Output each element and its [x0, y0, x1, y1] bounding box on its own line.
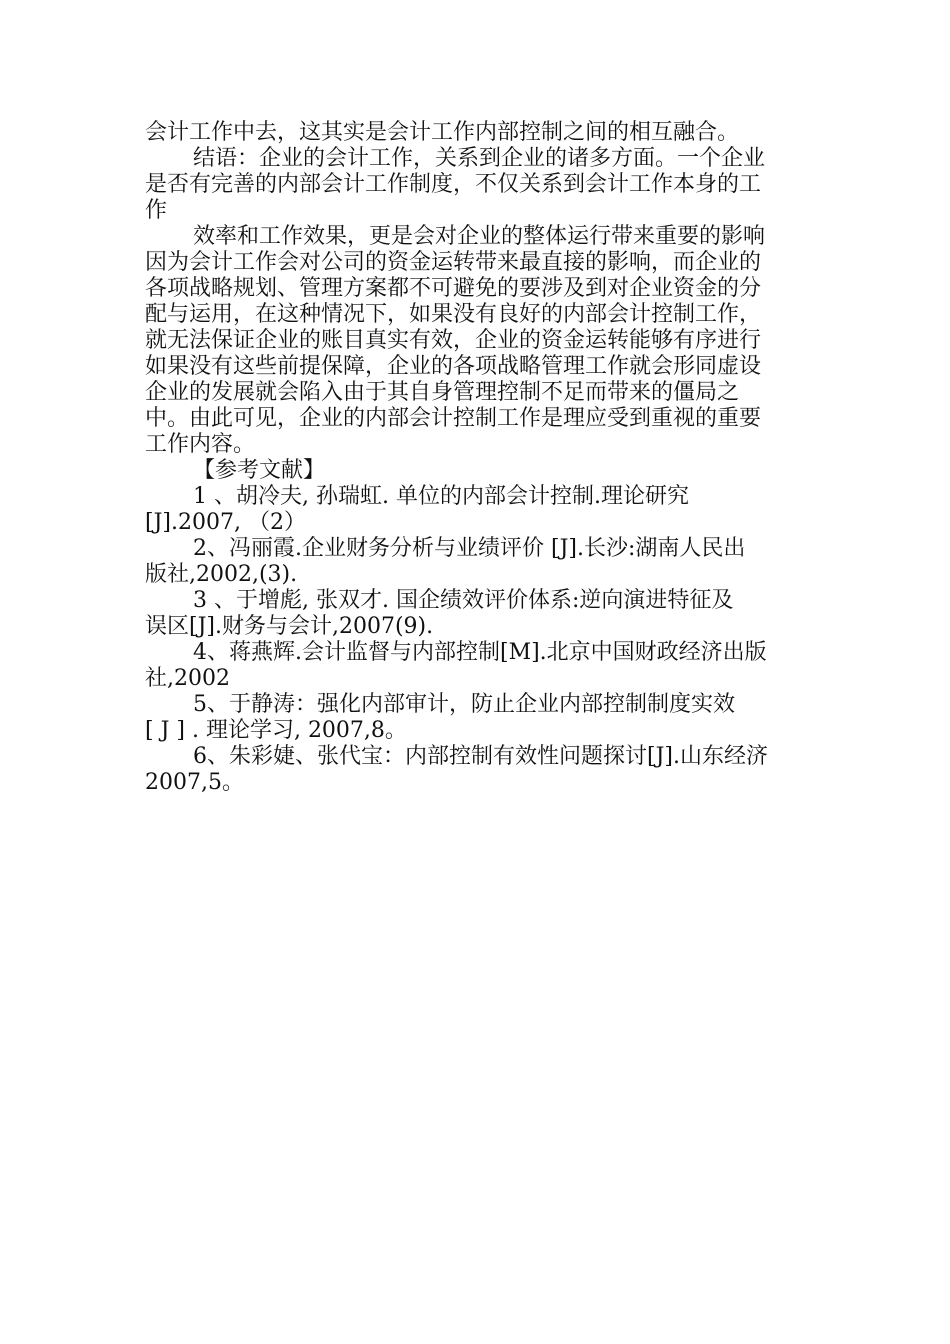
reference-item: 1 、胡冷夫, 孙瑞虹. 单位的内部会计控制.理论研究: [193, 484, 689, 509]
reference-item-continuation: [ J ] . 理论学习, 2007,8。: [145, 718, 407, 743]
text-line: 因为会计工作会对公司的资金运转带来最直接的影响，而企业的: [145, 250, 762, 275]
text-line: 会计工作中去，这其实是会计工作内部控制之间的相互融合。: [145, 120, 740, 145]
reference-item: 2、冯丽霞.企业财务分析与业绩评价 [J].长沙:湖南人民出: [193, 536, 746, 561]
text-line: 是否有完善的内部会计工作制度，不仅关系到会计工作本身的工: [145, 172, 762, 197]
text-line: 配与运用，在这种情况下，如果没有良好的内部会计控制工作，: [145, 302, 762, 327]
reference-item: 3 、于增彪, 张双才. 国企绩效评价体系:逆向演进特征及: [193, 588, 734, 613]
reference-item: 4、蒋燕辉.会计监督与内部控制[M].北京中国财政经济出版: [193, 640, 767, 665]
text-line: 中。由此可见，企业的内部会计控制工作是理应受到重视的重要: [145, 406, 762, 431]
references-heading: 【参考文献】: [193, 458, 326, 483]
reference-item-continuation: 2007,5。: [145, 770, 244, 795]
text-line: 各项战略规划、管理方案都不可避免的要涉及到对企业资金的分: [145, 276, 762, 301]
text-line: 结语：企业的会计工作，关系到企业的诸多方面。一个企业: [193, 146, 766, 171]
reference-item-continuation: 误区[J].财务与会计,2007(9).: [145, 614, 434, 639]
reference-item: 5、于静涛：强化内部审计，防止企业内部控制制度实效: [193, 692, 735, 717]
reference-item-continuation: 社,2002: [145, 666, 230, 691]
reference-item-continuation: [J].2007, （2）: [145, 510, 306, 535]
text-line: 工作内容。: [145, 432, 256, 457]
text-line: 效率和工作效果，更是会对企业的整体运行带来重要的影响: [193, 224, 766, 249]
reference-item-continuation: 版社,2002,(3).: [145, 562, 298, 587]
reference-item: 6、朱彩婕、张代宝：内部控制有效性问题探讨[J].山东经济: [193, 744, 768, 769]
text-line: 作: [145, 198, 168, 223]
document-body: [145, 120, 810, 796]
text-line: 如果没有这些前提保障，企业的各项战略管理工作就会形同虚设: [145, 354, 762, 379]
text-line: 就无法保证企业的账目真实有效，企业的资金运转能够有序进行: [145, 328, 762, 353]
text-line: 企业的发展就会陷入由于其自身管理控制不足而带来的僵局之: [145, 380, 740, 405]
